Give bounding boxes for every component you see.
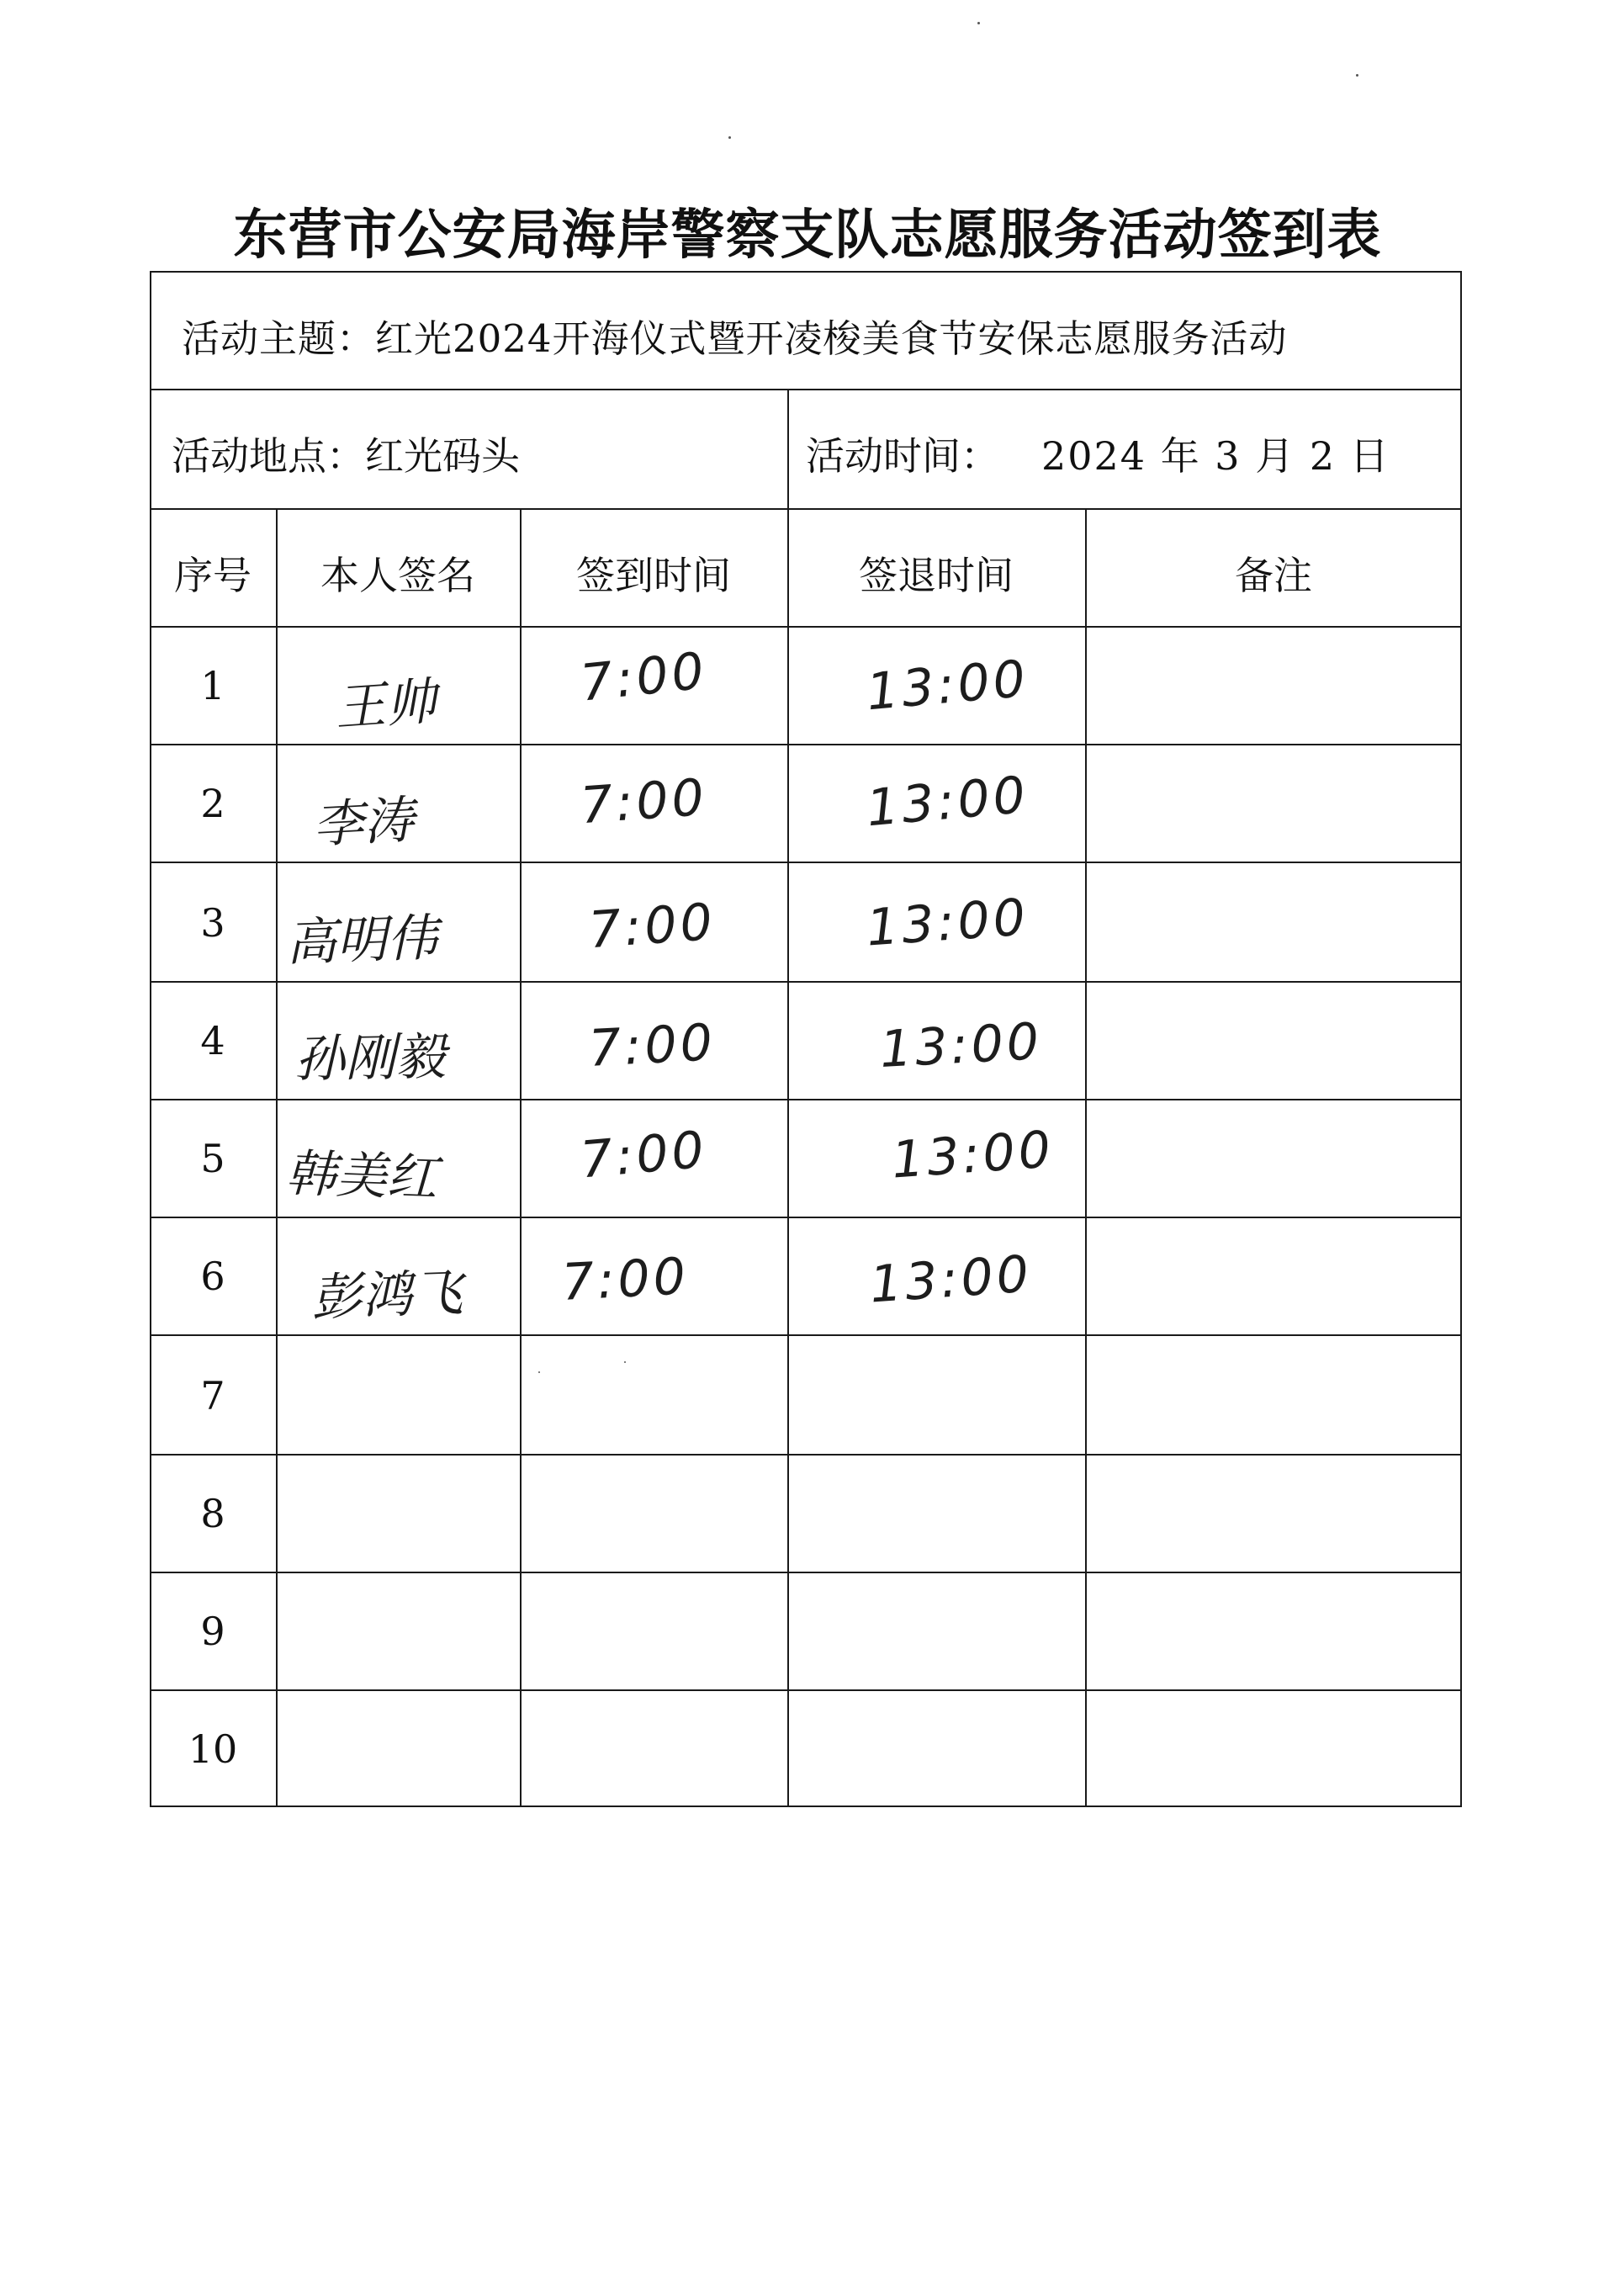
handwritten-signature: 王帅 (333, 671, 438, 739)
handwritten-signature: 韩美红 (284, 1143, 438, 1209)
row-divider (150, 508, 1462, 510)
header-remarks: 备注 (1235, 553, 1312, 598)
handwritten-sign-in-time: 7:00 (578, 767, 710, 836)
handwritten-sign-out-time: 13:00 (864, 888, 1031, 958)
row-divider (150, 389, 1462, 390)
activity-date: 2024 年 3 月 2 日 (1041, 433, 1390, 479)
row-number: 9 (200, 1609, 225, 1654)
handwritten-sign-in-time: 7:00 (587, 1013, 717, 1079)
handwritten-sign-in-time: 7:00 (577, 641, 710, 713)
scan-speck (1356, 74, 1358, 77)
row-number: 6 (200, 1254, 225, 1299)
row-divider (150, 1689, 1462, 1691)
row-divider (150, 744, 1462, 745)
row-divider (150, 862, 1462, 863)
row-number: 1 (200, 663, 225, 708)
scan-speck (624, 1361, 626, 1363)
row-divider (150, 1334, 1462, 1336)
handwritten-sign-out-time: 13:00 (889, 1120, 1056, 1190)
scan-speck (977, 22, 980, 24)
handwritten-sign-out-time: 13:00 (867, 1244, 1035, 1315)
handwritten-sign-out-time: 13:00 (864, 649, 1031, 723)
row-divider (150, 1572, 1462, 1573)
handwritten-signature: 孙刚毅 (294, 1027, 447, 1090)
handwritten-sign-in-time: 7:00 (560, 1247, 691, 1312)
handwritten-sign-in-time: 7:00 (586, 892, 718, 961)
column-divider (1085, 508, 1087, 1807)
row-number: 3 (200, 900, 225, 946)
header-serial: 序号 (174, 553, 252, 598)
row-number: 2 (200, 781, 225, 826)
row-divider (150, 1217, 1462, 1218)
row-number: 8 (200, 1491, 225, 1536)
row-divider (150, 626, 1462, 628)
activity-location: 活动地点：红光码头 (172, 433, 520, 479)
column-divider (276, 508, 278, 1807)
row-divider (150, 1454, 1462, 1456)
row-number: 5 (200, 1136, 225, 1181)
column-divider (787, 508, 789, 1807)
handwritten-sign-in-time: 7:00 (578, 1120, 710, 1190)
handwritten-sign-out-time: 13:00 (864, 765, 1031, 839)
row-number: 4 (200, 1018, 225, 1063)
handwritten-signature: 李涛 (311, 790, 416, 856)
row-number: 7 (200, 1373, 225, 1418)
handwritten-sign-out-time: 13:00 (878, 1011, 1044, 1080)
scan-speck (538, 1371, 540, 1373)
handwritten-signature: 高明伟 (285, 908, 439, 973)
row-divider (150, 981, 1462, 983)
row-divider (150, 1099, 1462, 1100)
handwritten-signature: 彭鸿飞 (310, 1263, 464, 1328)
activity-time-label: 活动时间： (806, 433, 999, 479)
location-time-divider (787, 389, 789, 508)
activity-theme: 活动主题：红光2024开海仪式暨开凌梭美食节安保志愿服务活动 (182, 316, 1288, 361)
header-sign-out-time: 签退时间 (859, 553, 1014, 598)
column-divider (520, 508, 522, 1807)
row-number: 10 (188, 1726, 238, 1772)
header-signature: 本人签名 (320, 553, 475, 598)
scan-speck (728, 136, 731, 139)
form-title: 东营市公安局海岸警察支队志愿服务活动签到表 (233, 204, 1382, 267)
header-sign-in-time: 签到时间 (576, 553, 731, 598)
